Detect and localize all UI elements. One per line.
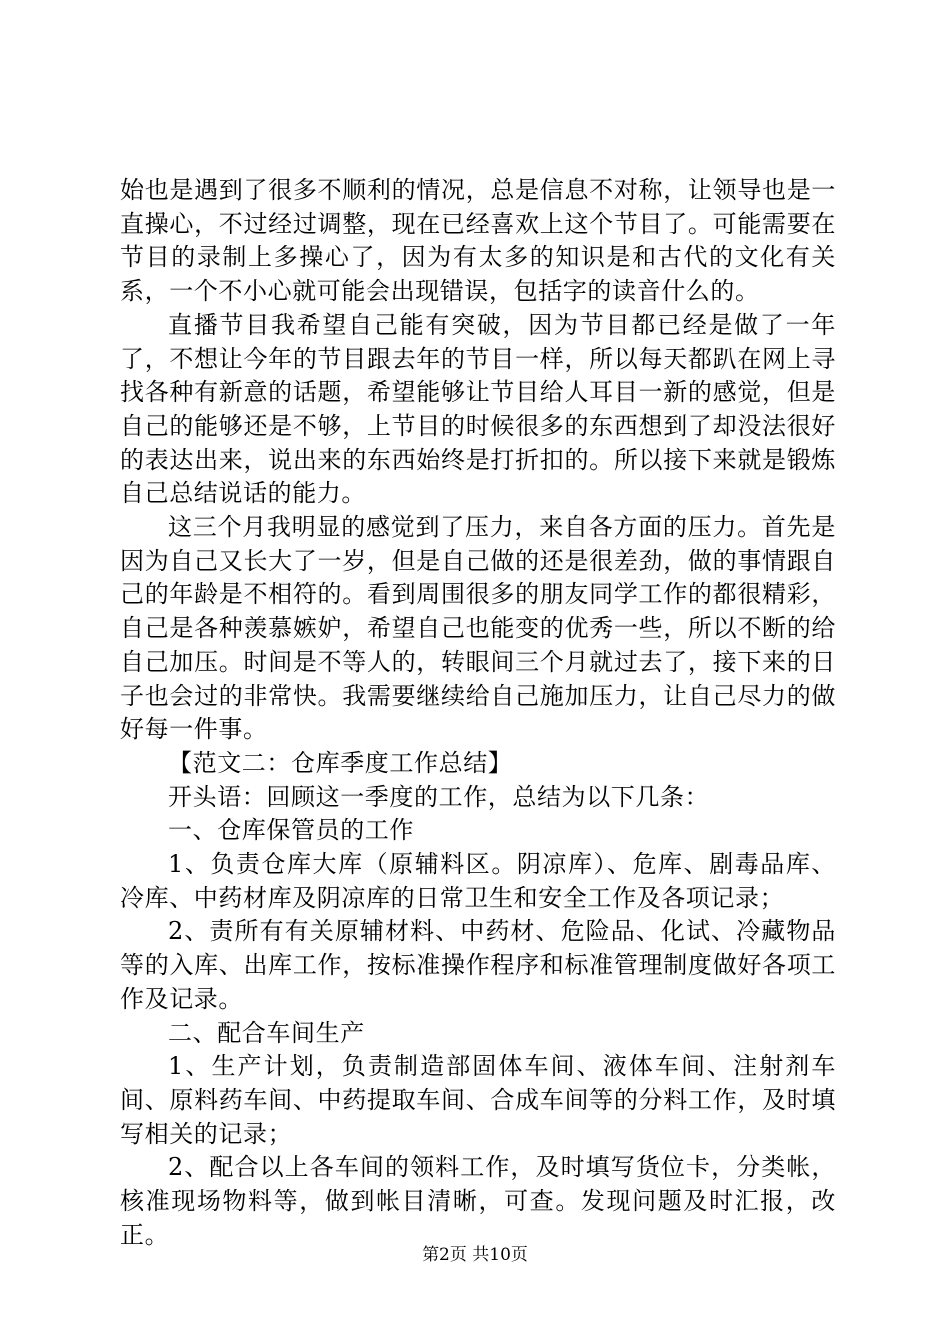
list-item-2: 2、责所有有关原辅材料、中药材、危险品、化试、冷藏物品等的入库、出库工作，按标准操作程序和标准管理制度做好各项工作及记录。 [120, 917, 836, 1013]
page-number: 第2页 共10页 [422, 1245, 528, 1265]
list-item-4: 2、配合以上各车间的领料工作，及时填写货位卡，分类帐，核准现场物料等，做到帐目清晰，可查。发现问题及时汇报，改正。 [120, 1153, 836, 1249]
opening-line: 开头语：回顾这一季度的工作，总结为以下几条： [168, 782, 710, 811]
section-heading-sample-two: 【范文二：仓库季度工作总结】 [168, 748, 513, 777]
subheading-warehouse-keeper: 一、仓库保管员的工作 [168, 816, 414, 845]
paragraph-3: 这三个月我明显的感觉到了压力，来自各方面的压力。首先是因为自己又长大了一岁，但是自己做的还是很差劲，做的事情跟自己的年龄是不相符的。看到周围很多的朋友同学工作的都很精彩，自己是各种羡慕嫉妒，希望自己也能变的优秀一些，所以不断的给自己加压。时间是不等人的，转眼间三个月就过去了，接下来的日子也会过的非常快。我需要继续给自己施加压力，让自己尽力的做好每一件事。 [120, 513, 836, 744]
list-item-3: 1、生产计划，负责制造部固体车间、液体车间、注射剂车间、原料药车间、中药提取车间、合成车间等的分料工作，及时填写相关的记录； [120, 1052, 836, 1148]
paragraph-2: 直播节目我希望自己能有突破，因为节目都已经是做了一年了，不想让今年的节目跟去年的节目一样，所以每天都趴在网上寻找各种有新意的话题，希望能够让节目给人耳目一新的感觉，但是自己的能够还是不够，上节目的时候很多的东西想到了却没法很好的表达出来，说出来的东西始终是打折扣的。所以接下来就是锻炼自己总结说话的能力。 [120, 310, 836, 508]
paragraph-1: 始也是遇到了很多不顺利的情况，总是信息不对称，让领导也是一直操心，不过经过调整，现在已经喜欢上这个节目了。可能需要在节目的录制上多操心了，因为有太多的知识是和古代的文化有关系，一个不小心就可能会出现错误，包括字的读音什么的。 [120, 176, 836, 306]
list-item-1: 1、负责仓库大库（原辅料区。阴凉库）、危库、剧毒品库、冷库、中药材库及阴凉库的日常卫生和安全工作及各项记录； [120, 850, 836, 912]
subheading-workshop-production: 二、配合车间生产 [168, 1018, 365, 1047]
document-body [120, 174, 836, 1253]
